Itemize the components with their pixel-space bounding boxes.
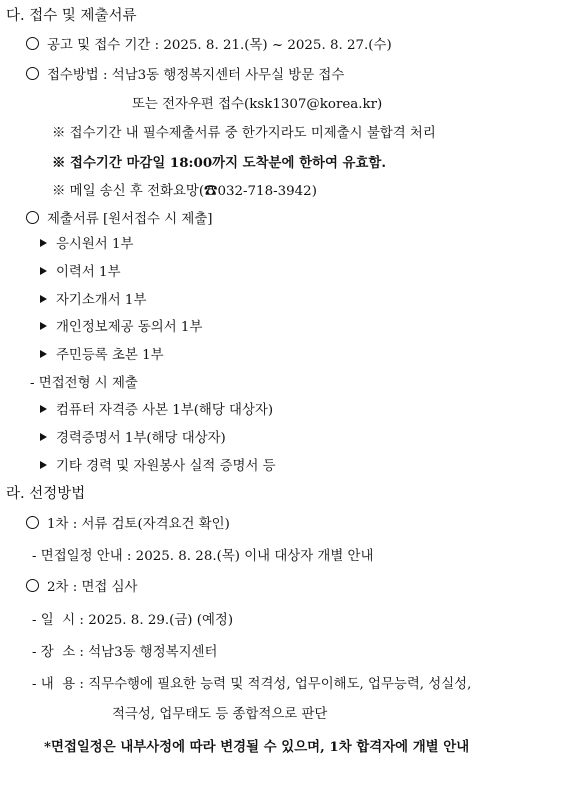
list-item-text: 경력증명서 1부(해당 대상자) xyxy=(56,431,226,446)
date-label: - 일 시 : xyxy=(32,613,84,628)
note-line: ※ 메일 송신 후 전화요망(☎032-718-3942) xyxy=(52,184,317,199)
list-item xyxy=(40,346,164,366)
list-item-text: 개인정보제공 동의서 1부 xyxy=(56,320,203,335)
interview-docs-heading: - 면접전형 시 제출 xyxy=(30,376,138,391)
docs-heading-text: 제출서류 [원서접수 시 제출] xyxy=(47,212,213,227)
content-label: - 내 용 : xyxy=(32,677,84,692)
circle-bullet-icon xyxy=(26,67,39,80)
list-item xyxy=(40,235,133,255)
method-text: 접수방법 : 석남3동 행정복지센터 사무실 방문 접수 xyxy=(47,68,345,83)
content-continuation: 적극성, 업무태도 등 종합적으로 판단 xyxy=(112,707,328,722)
date-value: 2025. 8. 29.(금) (예정) xyxy=(88,613,234,628)
final-note: *면접일정은 내부사정에 따라 변경될 수 있으며, 1차 합격자에 개별 안내 xyxy=(44,739,470,755)
note-line-bold: ※ 접수기간 마감일 18:00까지 도착분에 한하여 유효함. xyxy=(52,155,387,171)
circle-bullet-icon xyxy=(26,37,39,50)
method-item xyxy=(26,66,344,86)
triangle-bullet-icon xyxy=(40,405,47,413)
list-item xyxy=(40,429,226,449)
stage1-text: 1차 : 서류 검토(자격요건 확인) xyxy=(47,517,230,532)
content-value: 직무수행에 필요한 능력 및 적격성, 업무이해도, 업무능력, 성실성, xyxy=(88,677,472,692)
list-item-text: 컴퓨터 자격증 사본 1부(해당 대상자) xyxy=(56,403,274,418)
section-title: 다. 접수 및 제출서류 xyxy=(6,8,137,24)
circle-bullet-icon xyxy=(26,211,39,224)
list-item xyxy=(40,318,202,338)
circle-bullet-icon xyxy=(26,516,39,529)
list-item-text: 자기소개서 1부 xyxy=(56,293,147,308)
note-line: ※ 접수기간 내 필수제출서류 중 한가지라도 미제출시 불합격 처리 xyxy=(52,126,436,141)
content-row xyxy=(32,675,471,695)
list-item xyxy=(40,291,146,311)
date-row xyxy=(32,611,233,631)
period-text: 공고 및 접수 기간 : 2025. 8. 21.(목) ~ 2025. 8. 27.(수) xyxy=(47,38,392,53)
stage1-item xyxy=(26,515,230,535)
method-continuation: 또는 전자우편 접수(ksk1307@korea.kr) xyxy=(132,97,383,112)
list-item-text: 기타 경력 및 자원봉사 실적 증명서 등 xyxy=(56,459,276,474)
stage2-item xyxy=(26,578,137,598)
triangle-bullet-icon xyxy=(40,239,47,247)
triangle-bullet-icon xyxy=(40,350,47,358)
docs-heading xyxy=(26,210,213,230)
triangle-bullet-icon xyxy=(40,461,47,469)
list-item xyxy=(40,401,273,421)
period-item xyxy=(26,36,392,56)
triangle-bullet-icon xyxy=(40,267,47,275)
triangle-bullet-icon xyxy=(40,433,47,441)
list-item-text: 응시원서 1부 xyxy=(56,237,134,252)
list-item-text: 이력서 1부 xyxy=(56,265,121,280)
circle-bullet-icon xyxy=(26,579,39,592)
list-item xyxy=(40,457,276,477)
list-item xyxy=(40,263,121,283)
triangle-bullet-icon xyxy=(40,295,47,303)
list-item-text: 주민등록 초본 1부 xyxy=(56,348,164,363)
section-title: 라. 선정방법 xyxy=(6,486,86,502)
stage1-note: - 면접일정 안내 : 2025. 8. 28.(목) 이내 대상자 개별 안내 xyxy=(32,549,374,564)
stage2-text: 2차 : 면접 심사 xyxy=(47,580,138,595)
place-label: - 장 소 : xyxy=(32,645,84,660)
place-value: 석남3동 행정복지센터 xyxy=(88,645,218,660)
triangle-bullet-icon xyxy=(40,322,47,330)
place-row xyxy=(32,643,217,663)
